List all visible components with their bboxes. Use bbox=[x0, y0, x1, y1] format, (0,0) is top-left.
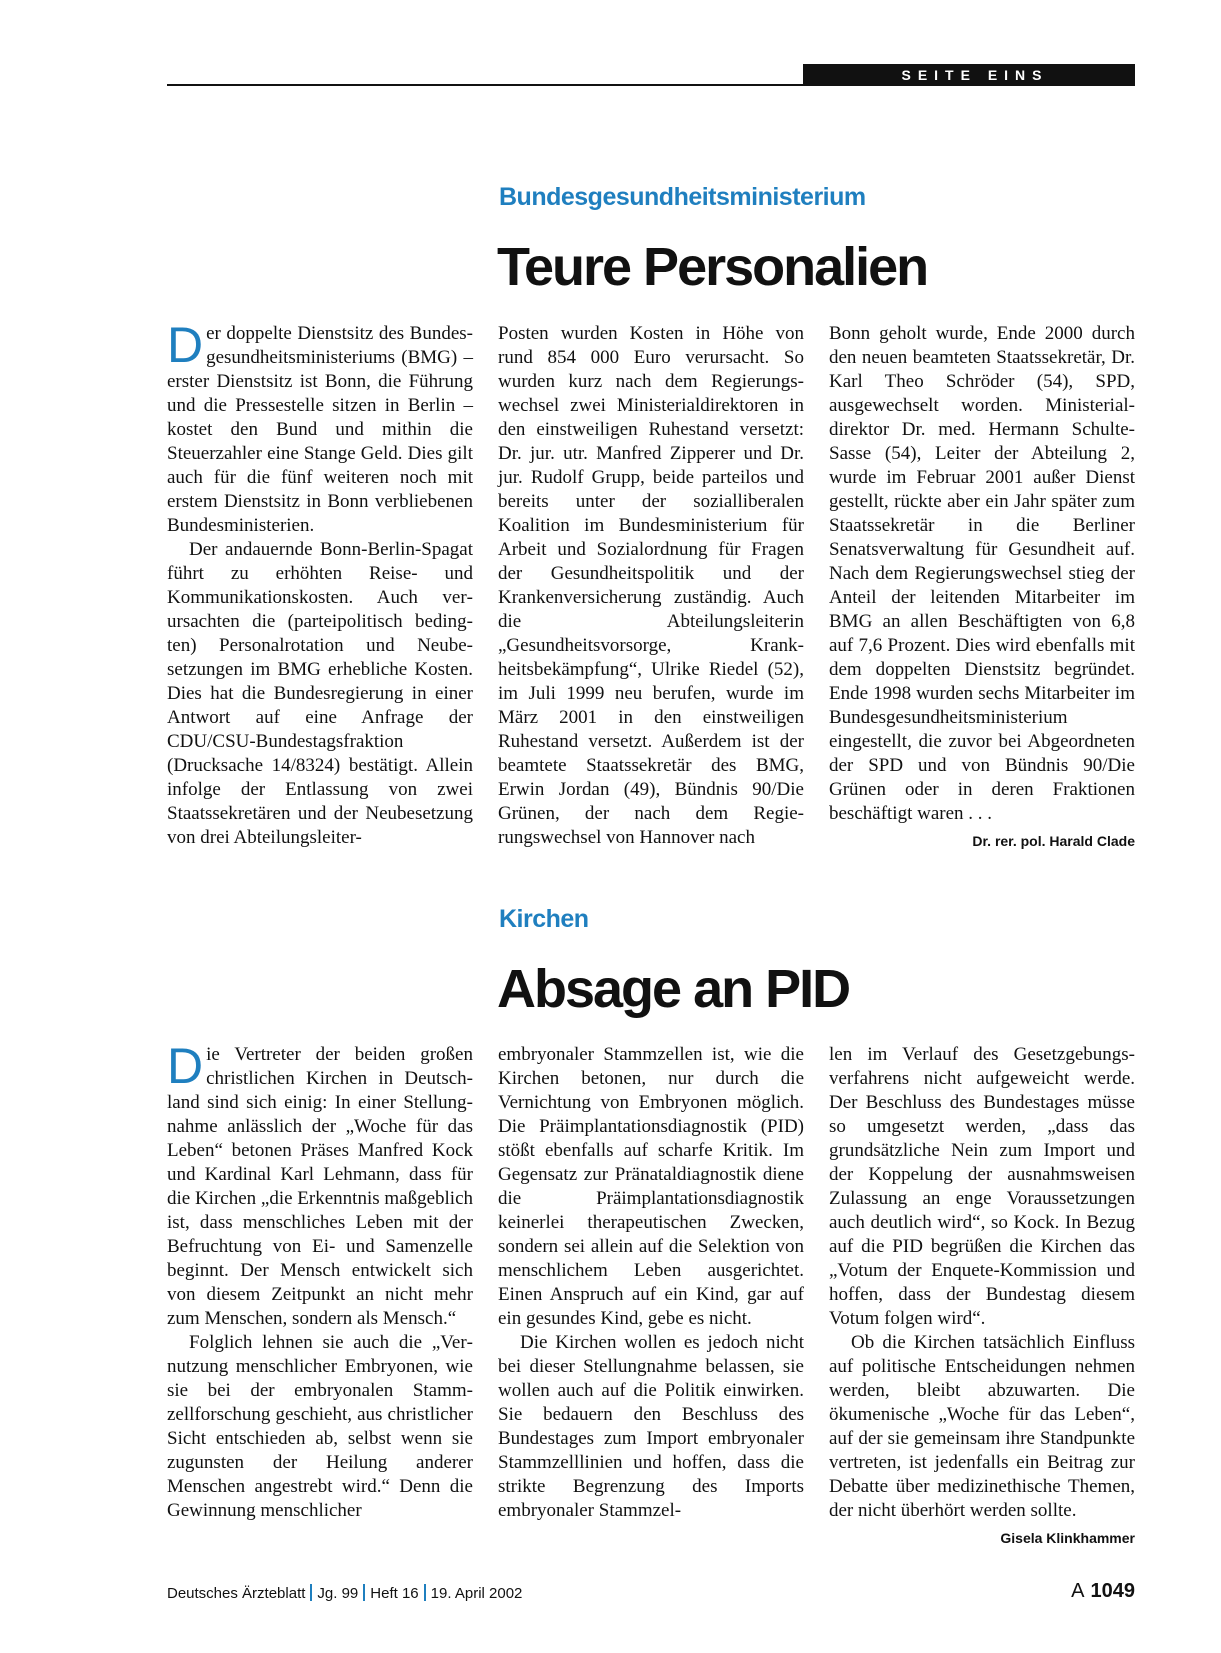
article2-column-1 bbox=[167, 1038, 474, 1523]
footer-issue: Heft 16 bbox=[370, 1585, 419, 1602]
article1-col2-text: Posten wurden Kosten in Höhe von rund 854 000 Euro verursacht. So wurden kurz nach dem Regierungswechsel zwei Ministerialdirektoren in den einstweiligen Ruhestand versetzt: Dr. jur. utr. Manfred Zipperer und Dr. jur. Rudolf Grupp, beide parteilos und bereits unter der sozialliberalen Koalition im Bundesministerium für Arbeit und Sozialordnung für Fragen der Gesundheitspolitik und der Krankenversicherung zuständig. Auch die Abteilungsleiterin „Gesundheitsvorsorge, Krankheitsbekämpfung“, Ulrike Riedel (52), im Juli 1999 neu berufen, wurde im März 2001 in den einstweiligen Ruhestand versetzt. Außerdem ist der beamtete Staatssekretär des BMG, Erwin Jordan (49), Bündnis 90/Die Grünen, der nach dem Regierungswechsel von Hannover nach bbox=[498, 323, 804, 848]
article2-col3-paragraph-1: len im Verlauf des Gesetzgebungsverfahrens nicht aufgeweicht werde. Der Beschluss des Bundestages müsse so umgesetzt werden, „dass das grundsätzliche Nein zum Import und der Koppelung der ausnahmsweisen Zulassung an enge Voraussetzungen auch deutlich wird“, so Kock. In Bezug auf die PID begrüßen die Kirchen das „Votum der Enquete-Kommission und hoffen, dass der Bundestag diesem Votum folgen wird“. bbox=[829, 1044, 1135, 1329]
dropcap: D bbox=[167, 317, 204, 373]
footer-date: 19. April 2002 bbox=[430, 1585, 523, 1602]
page-number-value: 1049 bbox=[1090, 1580, 1135, 1602]
page-number bbox=[1071, 1580, 1135, 1603]
footer-separator bbox=[363, 1584, 365, 1601]
footer-volume: Jg. 99 bbox=[317, 1585, 359, 1602]
page-footer bbox=[167, 1580, 1135, 1604]
article1-column-1 bbox=[167, 317, 473, 850]
article2-kicker: Kirchen bbox=[499, 905, 589, 933]
article2-column-3 bbox=[829, 1043, 1135, 1550]
article2-col3-text: Ob die Kirchen tatsächlich Einfluss auf politische Entscheidungen nehmen werden, bleibt abzuwarten. Die ökumenische „Woche für das Leben“, auf der sie gemeinsam ihre Standpunkte vertreten, ist jedenfalls ein Beitrag zur Debatte über medizinethische Themen, der nicht überhört werden sollte. bbox=[829, 1332, 1135, 1521]
article2-col2-paragraph-1: embryonaler Stammzellen ist, wie die Kirchen betonen, nur durch die Vernichtung von Embryonen möglich. Die Präimplantationsdiagnostik (PID) stößt ebenfalls auf scharfe Kritik. Im Gegensatz zur Pränataldiagnostik diene die Präimplantationsdiagnostik keinerlei therapeutischen Zwecken, sondern sei allein auf die Selektion von menschlichem Leben ausgerichtet. Einen Anspruch auf ein Kind, gar auf ein gesundes Kind, gebe es nicht. bbox=[498, 1044, 804, 1329]
article2-col2-paragraph-2: Die Kirchen wollen es jedoch nicht bei dieser Stellungnahme belassen, sie wollen auch auf die Politik einwirken. Sie bedauern den Beschluss des Bundestages zum Import embryonaler Stammzelllinien und hoffen, dass die strikte Begrenzung des Imports embryonaler Stammzel- bbox=[498, 1332, 804, 1521]
article1-column-2 bbox=[498, 322, 804, 850]
article2-column-2 bbox=[498, 1043, 804, 1523]
article1-col1-text: er doppelte Dienstsitz des Bundesgesundheitsministeriums (BMG) – erster Dienstsitz ist Bonn, die Führung und die Pressestelle sitzen in Berlin – kostet den Bund und mithin die Steuerzahler eine Stange Geld. Dies gilt auch für die fünf weiteren noch mit erstem Dienstsitz in Bonn verbliebenen Bundesministerien. bbox=[167, 323, 473, 536]
article1-headline: Teure Personalien bbox=[497, 237, 928, 297]
article1-author: Dr. rer. pol. Harald Clade bbox=[972, 833, 1135, 849]
article1-paragraph bbox=[167, 317, 473, 538]
article2-author: Gisela Klinkhammer bbox=[1000, 1530, 1135, 1546]
footer-journal: Deutsches Ärzteblatt bbox=[167, 1585, 306, 1602]
article1-kicker: Bundesgesundheitsministerium bbox=[499, 183, 866, 211]
article1-column-3 bbox=[829, 322, 1135, 853]
footer-citation bbox=[167, 1584, 522, 1602]
article2-col1-text: ie Vertreter der beiden großen christlichen Kirchen in Deutschland sind sich einig: In einer Stellungnahme anlässlich der „Woche für das Leben“ betonen Präses Manfred Kock und Kardinal Karl Lehmann, dass für die Kirchen „die Erkenntnis maßgeblich ist, dass menschliches Leben mit der Befruchtung von Ei- und Samenzelle beginnt. Der Mensch entwickelt sich von diesem Zeitpunkt an nicht mehr zum Menschen, sondern als Mensch.“ bbox=[167, 1044, 474, 1329]
article1-col3-text: Bonn geholt wurde, Ende 2000 durch den neuen beamteten Staatssekretär, Dr. Karl Theo Schröder (54), SPD, ausgewechselt worden. Ministerialdirektor Dr. med. Hermann Schulte-Sasse (54), Leiter der Abteilung 2, wurde im Februar 2001 außer Dienst gestellt, rückte aber ein Jahr später zum Staatssekretär in die Berliner Senatsverwaltung für Gesundheit auf. Nach dem Regierungswechsel stieg der Anteil der leitenden Mitarbeiter im BMG an allen Beschäftigten von 6,8 auf 7,6 Prozent. Dies wird ebenfalls mit dem doppelten Dienstsitz begründet. Ende 1998 wurden sechs Mitarbeiter im Bundesgesundheitsministerium eingestellt, die zuvor bei Abgeordneten der SPD und von Bündnis 90/Die Grünen oder in deren Fraktionen beschäftigt waren . . . bbox=[829, 323, 1135, 824]
article1-col1-paragraph-2: Der andauernde Bonn-Berlin-Spagat führt zu erhöhten Reise- und Kommunikationskosten. Auch verursachten die (parteipolitisch bedingten) Personalrotation und Neubesetzungen im BMG erhebliche Kosten. Dies hat die Bundesregierung in einer Antwort auf eine Anfrage der CDU/CSU-Bundestagsfraktion (Drucksache 14/8324) bestätigt. Allein infolge der Entlassung von zwei Staatssekretären und der Neubesetzung von drei Abteilungsleiter- bbox=[167, 539, 473, 848]
article2-col1-paragraph-2: Folglich lehnen sie auch die „Vernutzung menschlicher Embryonen, wie sie bei der embryonalen Stammzellforschung geschieht, aus christlicher Sicht entschieden ab, selbst wenn sie zugunsten der Heilung anderer Menschen angestrebt wird.“ Denn die Gewinnung menschlicher bbox=[167, 1332, 473, 1521]
footer-separator bbox=[310, 1584, 312, 1601]
dropcap: D bbox=[167, 1038, 204, 1094]
page-prefix: A bbox=[1071, 1580, 1085, 1602]
section-label: SEITE EINS bbox=[803, 64, 1135, 86]
footer-separator bbox=[424, 1584, 426, 1601]
article2-headline: Absage an PID bbox=[497, 959, 850, 1019]
